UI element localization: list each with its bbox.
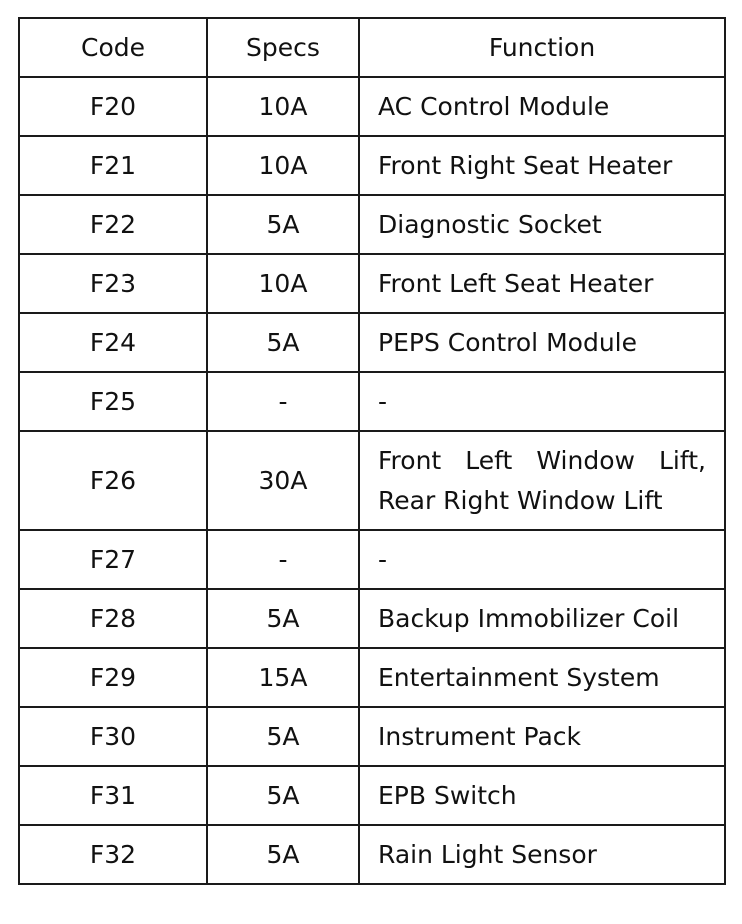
table-row (19, 313, 725, 372)
code-cell: F25 (19, 372, 207, 431)
specs-cell: 10A (207, 254, 359, 313)
function-cell: EPB Switch (359, 766, 725, 825)
code-cell: F20 (19, 77, 207, 136)
code-cell: F26 (19, 431, 207, 530)
header-function: Function (359, 18, 725, 77)
code-cell: F22 (19, 195, 207, 254)
code-cell: F31 (19, 766, 207, 825)
table-row (19, 136, 725, 195)
table-header (19, 18, 725, 77)
table-row (19, 530, 725, 589)
specs-cell: 10A (207, 136, 359, 195)
function-cell: Backup Immobilizer Coil (359, 589, 725, 648)
table-row (19, 195, 725, 254)
table-body (19, 77, 725, 884)
specs-cell: 5A (207, 589, 359, 648)
table-row (19, 825, 725, 884)
code-cell: F28 (19, 589, 207, 648)
function-cell: - (359, 372, 725, 431)
header-specs: Specs (207, 18, 359, 77)
table-row (19, 372, 725, 431)
code-cell: F24 (19, 313, 207, 372)
code-cell: F29 (19, 648, 207, 707)
code-cell: F21 (19, 136, 207, 195)
specs-cell: - (207, 372, 359, 431)
specs-cell: 5A (207, 825, 359, 884)
code-cell: F32 (19, 825, 207, 884)
function-cell: Diagnostic Socket (359, 195, 725, 254)
specs-cell: - (207, 530, 359, 589)
code-cell: F27 (19, 530, 207, 589)
function-cell: Front Right Seat Heater (359, 136, 725, 195)
table-row (19, 766, 725, 825)
specs-cell: 15A (207, 648, 359, 707)
table-row (19, 589, 725, 648)
code-cell: F30 (19, 707, 207, 766)
specs-cell: 5A (207, 766, 359, 825)
function-cell: Instrument Pack (359, 707, 725, 766)
table-row (19, 648, 725, 707)
specs-cell: 5A (207, 707, 359, 766)
function-cell: Entertainment System (359, 648, 725, 707)
specs-cell: 30A (207, 431, 359, 530)
header-row (19, 18, 725, 77)
table-row (19, 431, 725, 530)
table-row (19, 77, 725, 136)
code-cell: F23 (19, 254, 207, 313)
function-cell: - (359, 530, 725, 589)
function-cell: PEPS Control Module (359, 313, 725, 372)
function-cell: AC Control Module (359, 77, 725, 136)
function-cell: Front Left Window Lift, Rear Right Window Lift (359, 431, 725, 530)
fuse-table (18, 17, 726, 885)
function-cell: Rain Light Sensor (359, 825, 725, 884)
table-row (19, 254, 725, 313)
specs-cell: 5A (207, 313, 359, 372)
specs-cell: 10A (207, 77, 359, 136)
function-cell: Front Left Seat Heater (359, 254, 725, 313)
header-code: Code (19, 18, 207, 77)
table-row (19, 707, 725, 766)
specs-cell: 5A (207, 195, 359, 254)
